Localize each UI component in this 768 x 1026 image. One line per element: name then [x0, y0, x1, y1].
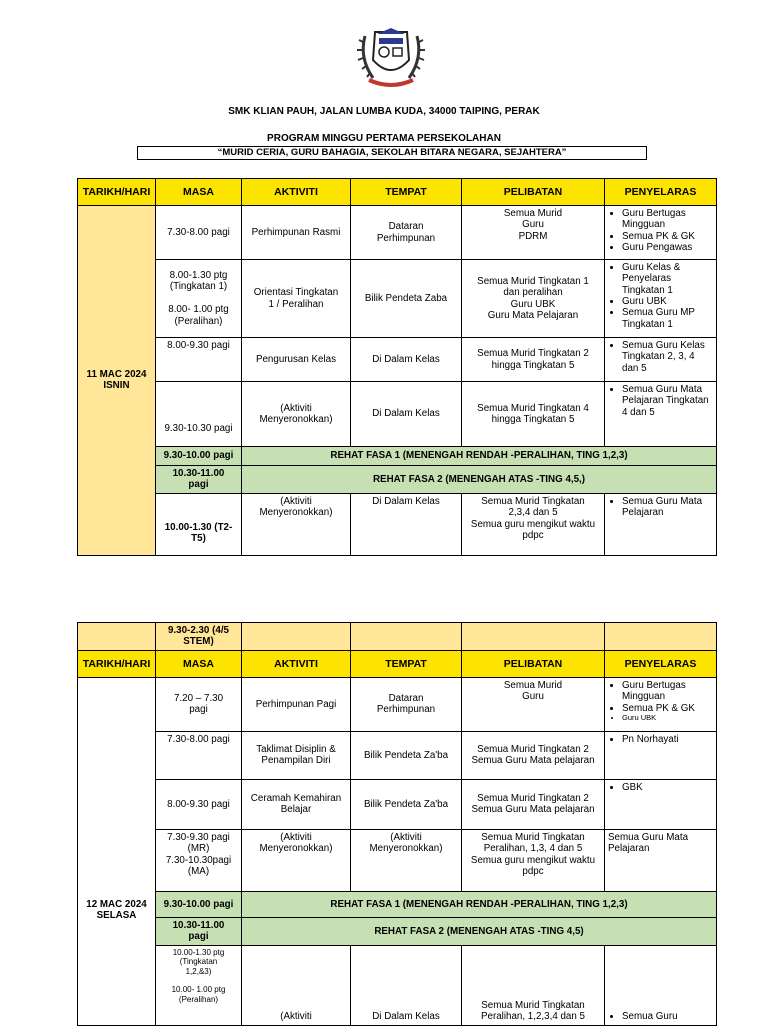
table-row	[78, 779, 717, 829]
header-penyelaras: PENYELARAS	[605, 650, 717, 677]
penyelaras-cell	[605, 206, 717, 260]
pelibatan-cell: Semua Murid Guru	[462, 677, 605, 731]
masa-cell: 10.30-11.00 pagi	[156, 466, 242, 494]
pelibatan-cell: Semua Murid Tingkatan 1 dan peralihan Guru UBK Guru Mata Pelajaran	[462, 260, 605, 338]
aktiviti-cell: (Aktiviti Menyeronokkan)	[242, 382, 351, 447]
rehat-row	[78, 447, 717, 466]
tempat-cell: Dataran Perhimpunan	[351, 677, 462, 731]
list-item: • Semua Guru Mata Pelajaran	[622, 496, 713, 519]
header-pelibatan: PELIBATAN	[462, 650, 605, 677]
masa-cell: 9.30-10.00 pagi	[156, 891, 242, 917]
header-aktiviti: AKTIVITI	[242, 650, 351, 677]
masa-cell: 10.00-1.30 ptg (Tingkatan 1,2,&3) 10.00- 1.00 ptg (Peralihan)	[156, 945, 242, 1025]
masa-cell: 9.30-2.30 (4/5 STEM)	[156, 623, 242, 651]
header-aktiviti: AKTIVITI	[242, 179, 351, 206]
schedule-table-day1	[77, 178, 717, 556]
table-row	[78, 623, 717, 651]
masa-cell: 7.30-8.00 pagi	[156, 206, 242, 260]
masa-cell: 10.30-11.00 pagi	[156, 917, 242, 945]
header-tempat: TEMPAT	[351, 179, 462, 206]
masa-cell: 8.00-1.30 ptg (Tingkatan 1) 8.00- 1.00 ptg (Peralihan)	[156, 260, 242, 338]
penyelaras-cell	[605, 779, 717, 829]
rehat-label: REHAT FASA 2 (MENENGAH ATAS -TING 4,5,)	[242, 466, 717, 494]
masa-cell: 9.30-10.00 pagi	[156, 447, 242, 466]
aktiviti-cell: Ceramah Kemahiran Belajar	[242, 779, 351, 829]
penyelaras-cell	[605, 338, 717, 382]
table-row	[78, 382, 717, 447]
date-cell: 11 MAC 2024 ISNIN	[78, 206, 156, 556]
date-cell-empty	[78, 623, 156, 651]
penyelaras-cell	[605, 493, 717, 555]
pelibatan-cell: Semua Murid Tingkatan 2 hingga Tingkatan 5	[462, 338, 605, 382]
penyelaras-cell: Semua Guru Mata Pelajaran	[605, 829, 717, 891]
school-address: SMK KLIAN PAUH, JALAN LUMBA KUDA, 34000 TAIPING, PERAK	[228, 106, 540, 117]
tempat-cell: Di Dalam Kelas	[351, 338, 462, 382]
pelibatan-cell: Semua Murid Tingkatan Peralihan, 1,3, 4 dan 5 Semua guru mengikut waktu pdpc	[462, 829, 605, 891]
table-header-row	[78, 179, 717, 206]
penyelaras-cell-empty	[605, 623, 717, 651]
tempat-cell: Bilik Pendeta Zaba	[351, 260, 462, 338]
header-masa: MASA	[156, 650, 242, 677]
masa-cell: 8.00-9.30 pagi	[156, 338, 242, 382]
table-row	[78, 731, 717, 779]
pelibatan-cell: Semua Murid Tingkatan 2 Semua Guru Mata pelajaran	[462, 779, 605, 829]
tempat-cell: Dataran Perhimpunan	[351, 206, 462, 260]
rehat-row	[78, 466, 717, 494]
penyelaras-cell	[605, 382, 717, 447]
table-row	[78, 493, 717, 555]
list-item: • Semua PK & GK	[622, 703, 713, 714]
aktiviti-cell: (Aktiviti Menyeronokkan)	[242, 493, 351, 555]
list-item: • Guru UBK	[622, 714, 713, 723]
aktiviti-cell: Pengurusan Kelas	[242, 338, 351, 382]
tempat-cell: Bilik Pendeta Za'ba	[351, 731, 462, 779]
table-row	[78, 206, 717, 260]
motto-box: “MURID CERIA, GURU BAHAGIA, SEKOLAH BITARA NEGARA, SEJAHTERA”	[137, 146, 647, 160]
header-pelibatan: PELIBATAN	[462, 179, 605, 206]
penyelaras-cell	[605, 945, 717, 1025]
masa-cell: 7.30-9.30 pagi (MR) 7.30-10.30pagi (MA)	[156, 829, 242, 891]
list-item: • Semua Guru	[622, 1011, 713, 1022]
pelibatan-cell: Semua Murid Tingkatan Peralihan, 1,2,3,4 dan 5	[462, 945, 605, 1025]
header-penyelaras: PENYELARAS	[605, 179, 717, 206]
header-masa: MASA	[156, 179, 242, 206]
masa-cell: 9.30-10.30 pagi	[156, 382, 242, 447]
list-item: • Pn Norhayati	[622, 734, 713, 745]
school-crest-icon	[355, 24, 427, 90]
list-item: • Guru Bertugas Mingguan	[622, 680, 713, 703]
pelibatan-cell: Semua Murid Tingkatan 2 Semua Guru Mata pelajaran	[462, 731, 605, 779]
table-row	[78, 945, 717, 1025]
masa-cell: 8.00-9.30 pagi	[156, 779, 242, 829]
list-item: • Semua Guru Mata Pelajaran Tingkatan 4 dan 5	[622, 384, 713, 418]
tempat-cell: Di Dalam Kelas	[351, 382, 462, 447]
table-row	[78, 677, 717, 731]
aktiviti-cell: Perhimpunan Rasmi	[242, 206, 351, 260]
list-item: • Guru Bertugas Mingguan	[622, 208, 713, 231]
tempat-cell: Bilik Pendeta Za'ba	[351, 779, 462, 829]
aktiviti-cell: Perhimpunan Pagi	[242, 677, 351, 731]
aktiviti-cell: (Aktiviti Menyeronokkan)	[242, 829, 351, 891]
table-row	[78, 260, 717, 338]
aktiviti-cell: Orientasi Tingkatan 1 / Peralihan	[242, 260, 351, 338]
table-header-row	[78, 650, 717, 677]
header-tarikh: TARIKH/HARI	[78, 179, 156, 206]
penyelaras-cell	[605, 731, 717, 779]
rehat-label: REHAT FASA 1 (MENENGAH RENDAH -PERALIHAN, TING 1,2,3)	[242, 447, 717, 466]
program-title: PROGRAM MINGGU PERTAMA PERSEKOLAHAN	[267, 133, 501, 144]
aktiviti-cell: Taklimat Disiplin & Penampilan Diri	[242, 731, 351, 779]
penyelaras-cell	[605, 677, 717, 731]
masa-cell: 10.00-1.30 (T2- T5)	[156, 493, 242, 555]
header-tempat: TEMPAT	[351, 650, 462, 677]
list-item: • Guru Kelas & Penyelaras Tingkatan 1	[622, 262, 713, 296]
pelibatan-cell: Semua Murid Tingkatan 4 hingga Tingkatan 5	[462, 382, 605, 447]
table-row	[78, 338, 717, 382]
aktiviti-cell: (Aktiviti	[242, 945, 351, 1025]
tempat-cell: Di Dalam Kelas	[351, 493, 462, 555]
rehat-label: REHAT FASA 2 (MENENGAH ATAS -TING 4,5)	[242, 917, 717, 945]
aktiviti-cell-empty	[242, 623, 351, 651]
schedule-table-day2	[77, 622, 717, 1026]
masa-cell: 7.20 – 7.30 pagi	[156, 677, 242, 731]
rehat-row	[78, 891, 717, 917]
tempat-cell: (Aktiviti Menyeronokkan)	[351, 829, 462, 891]
header-tarikh: TARIKH/HARI	[78, 650, 156, 677]
pelibatan-cell-empty	[462, 623, 605, 651]
rehat-label: REHAT FASA 1 (MENENGAH RENDAH -PERALIHAN, TING 1,2,3)	[242, 891, 717, 917]
masa-cell: 7.30-8.00 pagi	[156, 731, 242, 779]
list-item: • Semua PK & GK	[622, 231, 713, 242]
tempat-cell-empty	[351, 623, 462, 651]
penyelaras-cell	[605, 260, 717, 338]
rehat-row	[78, 917, 717, 945]
list-item: • Guru Pengawas	[622, 242, 713, 253]
list-item: • GBK	[622, 782, 713, 793]
pelibatan-cell: Semua Murid Tingkatan 2,3,4 dan 5 Semua guru mengikut waktu pdpc	[462, 493, 605, 555]
table-row	[78, 829, 717, 891]
list-item: • Semua Guru MP Tingkatan 1	[622, 307, 713, 330]
list-item: • Guru UBK	[622, 296, 713, 307]
tempat-cell: Di Dalam Kelas	[351, 945, 462, 1025]
list-item: • Semua Guru Kelas Tingkatan 2, 3, 4 dan 5	[622, 340, 713, 374]
pelibatan-cell: Semua Murid Guru PDRM	[462, 206, 605, 260]
date-cell: 12 MAC 2024 SELASA	[78, 677, 156, 1025]
